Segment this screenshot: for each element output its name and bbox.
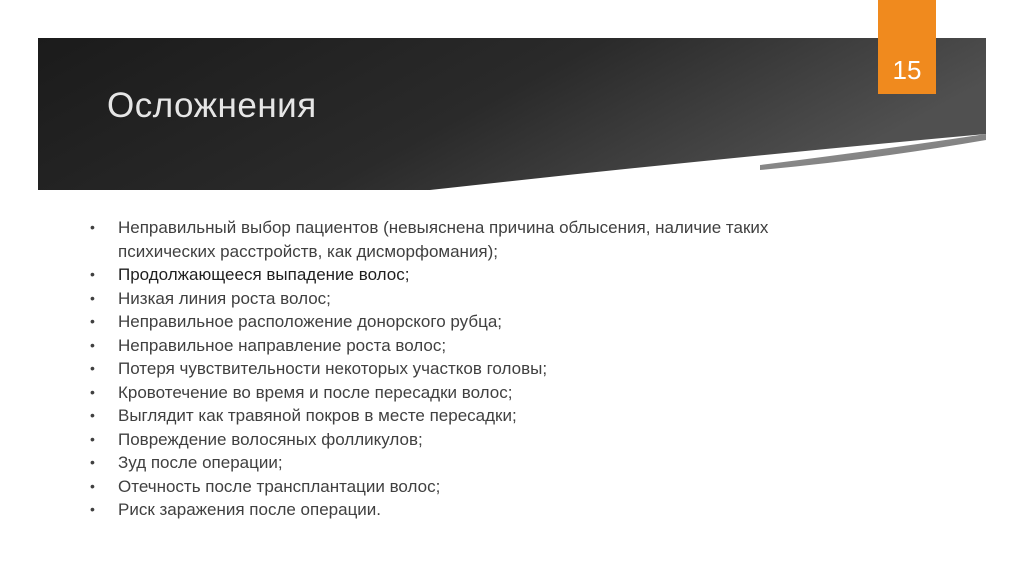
bullet-icon: • xyxy=(90,360,95,376)
list-item xyxy=(88,475,868,499)
list-item xyxy=(88,357,868,381)
page-number: 15 xyxy=(892,55,922,85)
list-item xyxy=(88,428,868,452)
list-item xyxy=(88,381,868,405)
bullet-icon: • xyxy=(90,383,95,400)
page-number-badge xyxy=(878,0,936,94)
list-item-text: Повреждение волосяных фолликулов; xyxy=(118,429,423,449)
list-item xyxy=(88,334,868,358)
list-item-text: Зуд после операции; xyxy=(118,453,283,472)
bullet-icon: • xyxy=(90,407,95,423)
list-item xyxy=(88,310,868,334)
list-item-text: Отечность после трансплантации волос; xyxy=(118,476,441,496)
list-item xyxy=(88,216,868,263)
list-item xyxy=(88,263,868,287)
list-item-text: Продолжающееся выпадение волос; xyxy=(118,265,410,284)
list-item-text: Неправильное направление роста волос; xyxy=(118,335,447,355)
list-item-text: Кровотечение во время и после пересадки волос; xyxy=(118,382,513,402)
bullet-icon: • xyxy=(90,313,95,329)
bullet-icon: • xyxy=(90,454,95,470)
bullet-icon: • xyxy=(90,477,95,494)
list-item-text: Неправильное расположение донорского рубца; xyxy=(118,312,502,331)
bullet-list xyxy=(88,216,868,522)
slide-title: Осложнения xyxy=(107,86,317,125)
list-item-text: Низкая линия роста волос; xyxy=(118,288,331,308)
bullet-icon: • xyxy=(90,219,95,235)
list-item xyxy=(88,498,868,522)
list-item xyxy=(88,404,868,428)
list-item-text: Неправильный выбор пациентов (невыяснена причина облысения, наличие таких психических расстройств, как дисморфомания); xyxy=(118,218,769,261)
list-item xyxy=(88,451,868,475)
bullet-icon: • xyxy=(90,430,95,447)
list-item-text: Риск заражения после операции. xyxy=(118,500,382,519)
list-item-text: Выглядит как травяной покров в месте пересадки; xyxy=(118,406,517,425)
list-item xyxy=(88,287,868,311)
bullet-icon: • xyxy=(90,336,95,353)
bullet-icon: • xyxy=(90,266,95,282)
bullet-icon: • xyxy=(90,501,95,517)
bullet-icon: • xyxy=(90,289,95,306)
list-item-text: Потеря чувствительности некоторых участков головы; xyxy=(118,359,548,378)
